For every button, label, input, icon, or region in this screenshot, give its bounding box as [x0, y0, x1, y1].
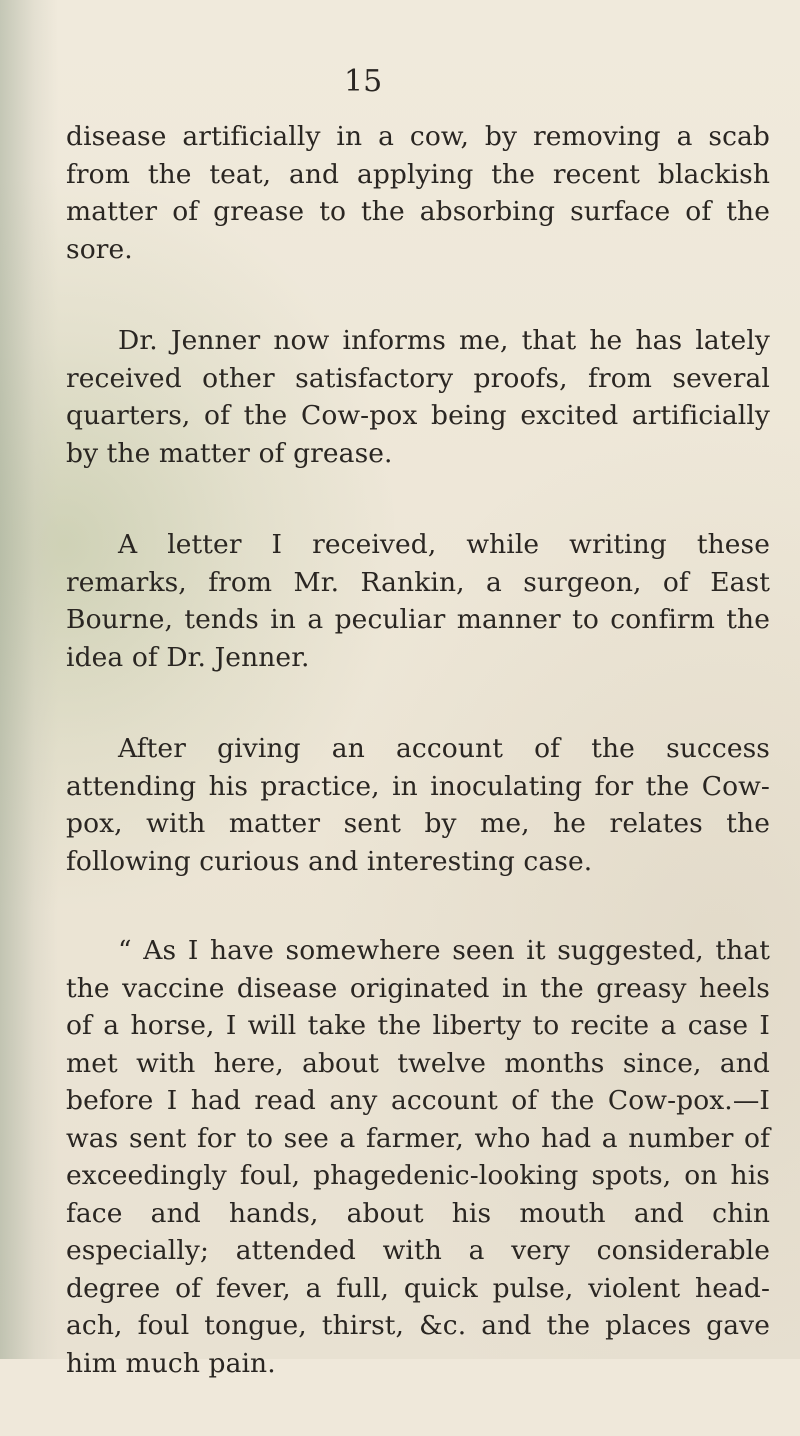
paragraph-text: A letter I received, while writing these remarks, from Mr. Rankin, a surgeon, of East Bourne, tends in a peculiar manner to confirm the idea of Dr. Jenner. — [66, 529, 770, 673]
paragraph-quoted-case — [66, 932, 770, 1382]
paragraph-text: “ As I have somewhere seen it suggested, that the vaccine disease originated in the greasy heels of a horse, I will take the liberty to recite a case I met with here, about twelve months since, and before I had read any account of the Cow-pox.—I was sent for to see a farmer, who had a number of exceedingly foul, phagedenic-looking spots, on his face and hands, about his mouth and chin especially; attended with a very considerable degree of fever, a full, quick pulse, violent head-ach, foul tongue, thirst, &c. and the places gave him much pain. — [66, 935, 770, 1379]
page-edge-shadow — [0, 0, 58, 1359]
paragraph-text: After giving an account of the success attending his practice, in inoculating for the Cow-pox, with matter sent by me, he relates the following curious and interesting case. — [66, 733, 770, 877]
paragraph-continuation — [66, 118, 770, 268]
paragraph-text: disease artificially in a cow, by removing a scab from the teat, and applying the recent blackish matter of grease to the absorbing surface of the sore. — [66, 121, 770, 265]
paragraph-account — [66, 730, 770, 880]
page-number: 15 — [344, 64, 383, 99]
body-text — [66, 118, 770, 1436]
paragraph-text: Dr. Jenner now informs me, that he has lately received other satisfactory proofs, from several quarters, of the Cow-pox being excited artificially by the matter of grease. — [66, 325, 770, 469]
paragraph-rankin-letter — [66, 526, 770, 676]
paragraph-jenner-proofs — [66, 322, 770, 472]
